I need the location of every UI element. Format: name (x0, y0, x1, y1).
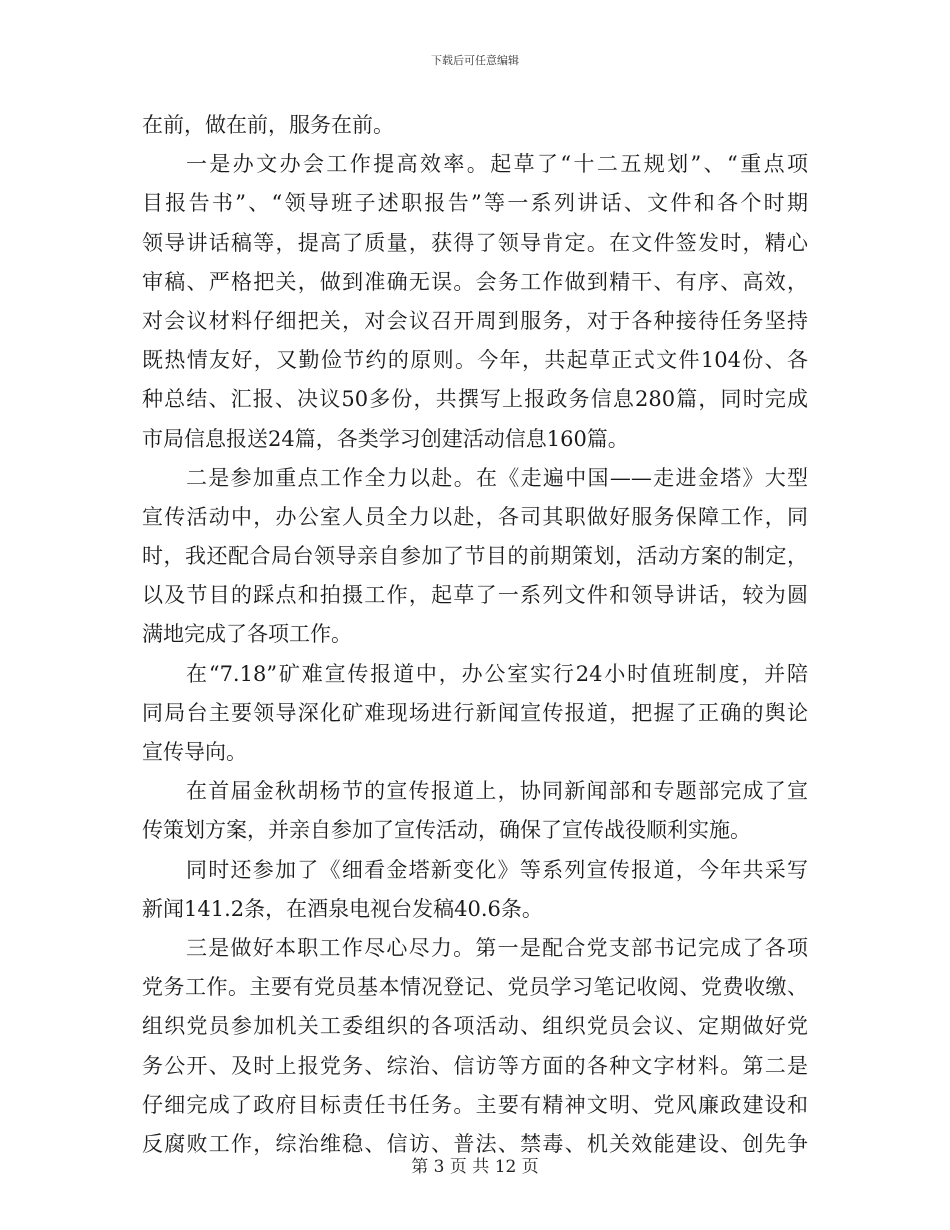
text-line: 宣传导向。 (142, 740, 247, 764)
page-header: 下载后可任意编辑 (431, 54, 519, 67)
text-line: 市局信息报送24篇，各类学习创建活动信息160篇。 (142, 426, 629, 451)
text-line: 传策划方案，并亲自参加了宣传活动，确保了宣传战役顺利实施。 (142, 818, 751, 843)
text-line: 既热情友好，又勤俭节约的原则。今年，共起草正式文件104份、各 (142, 348, 808, 373)
text-line: 对会议材料仔细把关，对会议召开周到服务，对于各种接待任务坚持 (142, 308, 808, 333)
text-line: 二是参加重点工作全力以赴。在《走遍中国——走进金塔》大型 (186, 465, 808, 490)
text-line: 满地完成了各项工作。 (142, 622, 352, 647)
text-line: 反腐败工作，综治维稳、信访、普法、禁毒、机关效能建设、创先争 (142, 1131, 808, 1156)
text-line: 时，我还配合局台领导亲自参加了节目的前期策划，活动方案的制定， (142, 544, 808, 569)
text-line: 党务工作。主要有党员基本情况登记、党员学习笔记收阅、党费收缴、 (142, 975, 808, 1000)
text-line: 种总结、汇报、决议50多份，共撰写上报政务信息280篇，同时完成 (142, 387, 808, 412)
text-line: 目报告书”、“领导班子述职报告”等一系列讲话、文件和各个时期 (142, 191, 808, 216)
text-line: 同时还参加了《细看金塔新变化》等系列宣传报道，今年共采写 (186, 857, 808, 882)
text-line: 务公开、及时上报党务、综治、信访等方面的各种文字材料。第二是 (142, 1053, 808, 1078)
text-line: 在“7.18”矿难宣传报道中，办公室实行24小时值班制度，并陪 (186, 661, 808, 686)
text-line: 宣传活动中，办公室人员全力以赴，各司其职做好服务保障工作，同 (142, 504, 808, 529)
text-line: 仔细完成了政府目标责任书任务。主要有精神文明、党风廉政建设和 (142, 1092, 808, 1117)
page-footer: 第 3 页 共 12 页 (411, 1157, 539, 1177)
text-line: 组织党员参加机关工委组织的各项活动、组织党员会议、定期做好党 (142, 1014, 808, 1039)
document-body (142, 106, 808, 1164)
text-line: 领导讲话稿等，提高了质量，获得了领导肯定。在文件签发时，精心 (142, 230, 808, 255)
text-line: 一是办文办会工作提高效率。起草了“十二五规划”、“重点项 (186, 152, 808, 177)
text-line: 在首届金秋胡杨节的宣传报道上，协同新闻部和专题部完成了宣 (186, 779, 808, 804)
text-line: 同局台主要领导深化矿难现场进行新闻宣传报道，把握了正确的舆论 (142, 700, 808, 725)
text-line: 三是做好本职工作尽心尽力。第一是配合党支部书记完成了各项 (186, 935, 808, 960)
text-line: 在前，做在前，服务在前。 (142, 113, 394, 137)
text-line: 以及节目的踩点和拍摄工作，起草了一系列文件和领导讲话，较为圆 (142, 583, 808, 608)
text-line: 审稿、严格把关，做到准确无误。会务工作做到精干、有序、高效， (142, 269, 808, 294)
text-line: 新闻141.2条，在酒泉电视台发稿40.6条。 (142, 896, 543, 921)
